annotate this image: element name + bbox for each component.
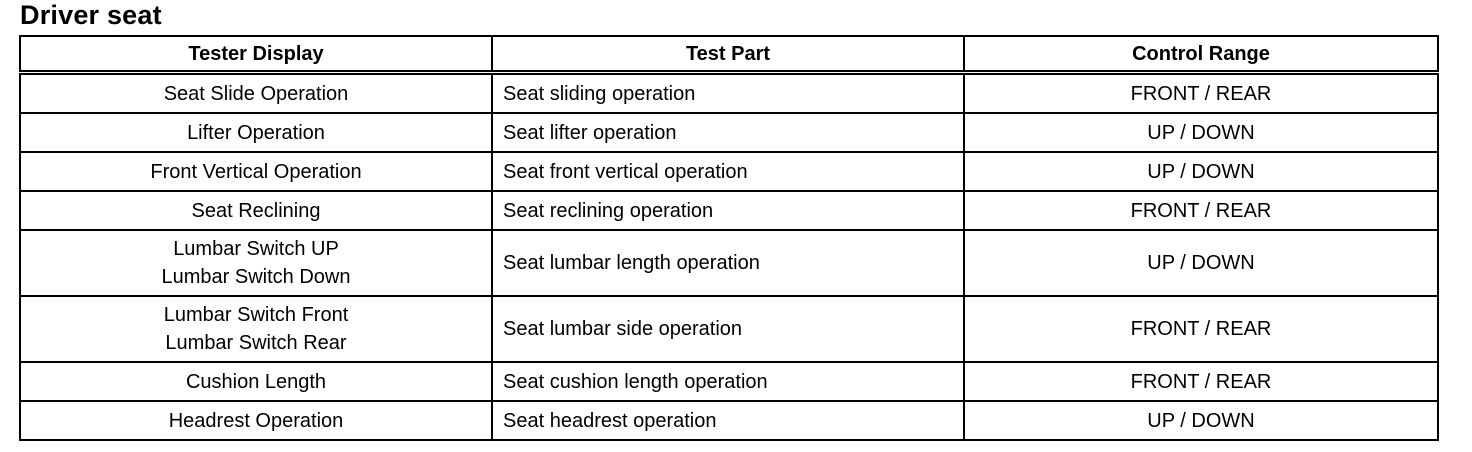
tester-display-line: Seat Slide Operation — [163, 82, 349, 105]
test-part-cell: Seat cushion length operation — [492, 362, 964, 401]
test-part-cell: Seat reclining operation — [492, 191, 964, 230]
tester-display-line: Seat Reclining — [191, 199, 321, 222]
test-part-cell: Seat lifter operation — [492, 113, 964, 152]
header-test-part: Test Part — [492, 36, 964, 73]
tester-display-cell — [20, 362, 492, 401]
control-range-cell: FRONT / REAR — [964, 296, 1438, 362]
table-row — [20, 73, 1438, 114]
control-range-cell: UP / DOWN — [964, 152, 1438, 191]
test-part-cell: Seat lumbar length operation — [492, 230, 964, 296]
tester-display-cell — [20, 152, 492, 191]
tester-display-line: Front Vertical Operation — [150, 160, 362, 183]
tester-display-cell — [20, 401, 492, 440]
test-part-cell: Seat lumbar side operation — [492, 296, 964, 362]
control-range-cell: UP / DOWN — [964, 113, 1438, 152]
tester-display-cell — [20, 296, 492, 362]
test-part-cell: Seat headrest operation — [492, 401, 964, 440]
table-row — [20, 296, 1438, 362]
header-tester-display: Tester Display — [20, 36, 492, 73]
tester-display-line: Lumbar Switch UP — [173, 238, 339, 260]
tester-display-line: Cushion Length — [185, 370, 327, 393]
tester-display-cell — [20, 230, 492, 296]
driver-seat-table — [19, 35, 1439, 441]
tester-display-line: Headrest Operation — [168, 409, 344, 432]
table-row — [20, 191, 1438, 230]
tester-display-cell — [20, 113, 492, 152]
tester-display-line: Lumbar Switch Rear — [165, 332, 347, 354]
control-range-cell: FRONT / REAR — [964, 73, 1438, 114]
control-range-cell: FRONT / REAR — [964, 191, 1438, 230]
control-range-cell: UP / DOWN — [964, 401, 1438, 440]
tester-display-line: Lumbar Switch Front — [163, 304, 349, 326]
tester-display-line: Lifter Operation — [187, 121, 325, 144]
tester-display-line: Lumbar Switch Down — [161, 266, 351, 288]
table-row — [20, 401, 1438, 440]
control-range-cell: UP / DOWN — [964, 230, 1438, 296]
table-header-row — [20, 36, 1438, 73]
table-row — [20, 230, 1438, 296]
table-row — [20, 152, 1438, 191]
table-row — [20, 362, 1438, 401]
tester-display-cell — [20, 191, 492, 230]
control-range-cell: FRONT / REAR — [964, 362, 1438, 401]
table-row — [20, 113, 1438, 152]
tester-display-cell — [20, 73, 492, 114]
test-part-cell: Seat front vertical operation — [492, 152, 964, 191]
page-title: Driver seat — [20, 0, 162, 30]
header-control-range: Control Range — [964, 36, 1438, 73]
test-part-cell: Seat sliding operation — [492, 73, 964, 114]
